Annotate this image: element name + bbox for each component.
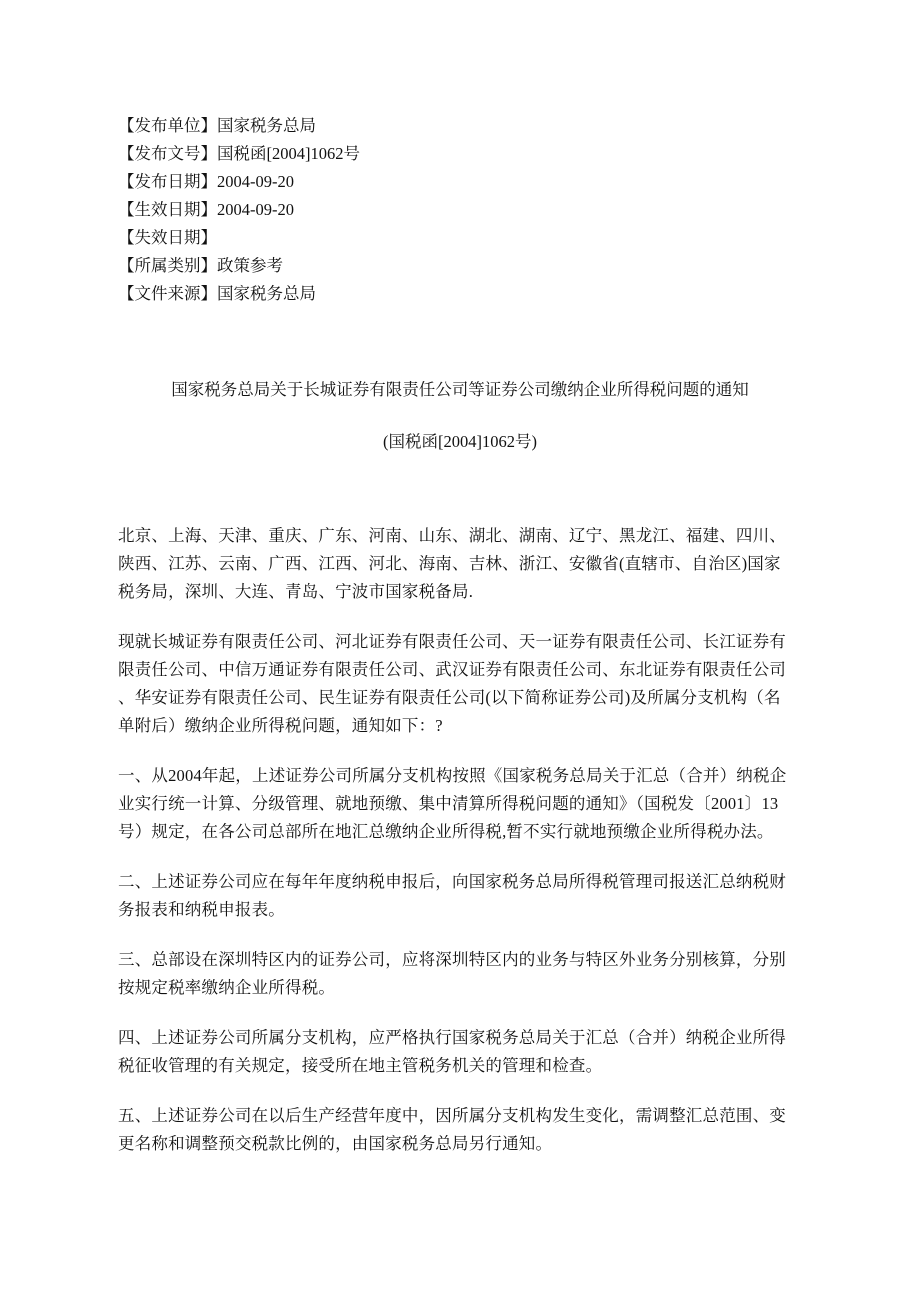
paragraph-line: 四、上述证券公司所属分支机构，应严格执行国家税务总局关于汇总（合并）纳税企业所得 xyxy=(118,1028,786,1047)
document-metadata xyxy=(118,112,360,308)
paragraph-line: 陕西、江苏、云南、广西、江西、河北、海南、吉林、浙江、安徽省(直辖市、自治区)国家 xyxy=(118,554,781,573)
paragraph-line: 一、从2004年起，上述证券公司所属分支机构按照《国家税务总局关于汇总（合并）纳税企 xyxy=(118,766,787,785)
paragraph xyxy=(118,868,818,924)
paragraph-line: 业实行统一计算、分级管理、就地预缴、集中清算所得税问题的通知》（国税发〔2001〕13 xyxy=(118,794,779,813)
paragraph-line: 税务局，深圳、大连、青岛、宁波市国家税备局. xyxy=(118,582,474,601)
metadata-row xyxy=(118,168,360,196)
metadata-label: 【发布单位】 xyxy=(118,116,217,135)
paragraph xyxy=(118,1102,818,1158)
paragraph xyxy=(118,946,818,1002)
paragraph-line: 单附后）缴纳企业所得税问题，通知如下：? xyxy=(118,716,443,735)
paragraph xyxy=(118,628,818,740)
paragraph-line: 限责任公司、中信万通证券有限责任公司、武汉证券有限责任公司、东北证券有限责任公司 xyxy=(118,660,786,679)
document-body xyxy=(118,522,818,1180)
paragraph-line: 北京、上海、天津、重庆、广东、河南、山东、湖北、湖南、辽宁、黑龙江、福建、四川、 xyxy=(118,526,786,545)
metadata-value: 2004-09-20 xyxy=(217,200,294,219)
metadata-value: 2004-09-20 xyxy=(217,172,294,191)
metadata-label: 【发布日期】 xyxy=(118,172,217,191)
paragraph-line: 、华安证券有限责任公司、民生证券有限责任公司(以下简称证券公司)及所属分支机构（名 xyxy=(118,688,781,707)
metadata-label: 【失效日期】 xyxy=(118,228,217,247)
metadata-value: 国税函[2004]1062号 xyxy=(217,144,360,163)
paragraph xyxy=(118,1024,818,1080)
paragraph-line: 二、上述证券公司应在每年年度纳税申报后，向国家税务总局所得税管理司报送汇总纳税财 xyxy=(118,872,786,891)
metadata-label: 【所属类别】 xyxy=(118,256,217,275)
metadata-row xyxy=(118,280,360,308)
paragraph xyxy=(118,762,818,846)
metadata-row xyxy=(118,196,360,224)
metadata-row xyxy=(118,252,360,280)
metadata-label: 【文件来源】 xyxy=(118,284,217,303)
paragraph-line: 号）规定，在各公司总部所在地汇总缴纳企业所得税,暂不实行就地预缴企业所得税办法。 xyxy=(118,822,774,841)
paragraph xyxy=(118,522,818,606)
paragraph-line: 现就长城证券有限责任公司、河北证券有限责任公司、天一证券有限责任公司、长江证券有 xyxy=(118,632,786,651)
metadata-row xyxy=(118,224,360,252)
metadata-label: 【发布文号】 xyxy=(118,144,217,163)
paragraph-line: 按规定税率缴纳企业所得税。 xyxy=(118,978,336,997)
paragraph-line: 务报表和纳税申报表。 xyxy=(118,900,285,919)
paragraph-line: 五、上述证券公司在以后生产经营年度中，因所属分支机构发生变化，需调整汇总范围、变 xyxy=(118,1106,786,1125)
paragraph-line: 税征收管理的有关规定，接受所在地主管税务机关的管理和检查。 xyxy=(118,1056,603,1075)
document-number: (国税函[2004]1062号) xyxy=(383,432,537,451)
paragraph-line: 更名称和调整预交税款比例的，由国家税务总局另行通知。 xyxy=(118,1134,553,1153)
metadata-value: 政策参考 xyxy=(217,256,283,275)
metadata-value: 国家税务总局 xyxy=(217,284,316,303)
paragraph-line: 三、总部设在深圳特区内的证券公司，应将深圳特区内的业务与特区外业务分别核算，分别 xyxy=(118,950,786,969)
metadata-label: 【生效日期】 xyxy=(118,200,217,219)
metadata-row xyxy=(118,112,360,140)
document-title: 国家税务总局关于长城证券有限责任公司等证券公司缴纳企业所得税问题的通知 xyxy=(171,380,749,399)
metadata-row xyxy=(118,140,360,168)
metadata-value: 国家税务总局 xyxy=(217,116,316,135)
